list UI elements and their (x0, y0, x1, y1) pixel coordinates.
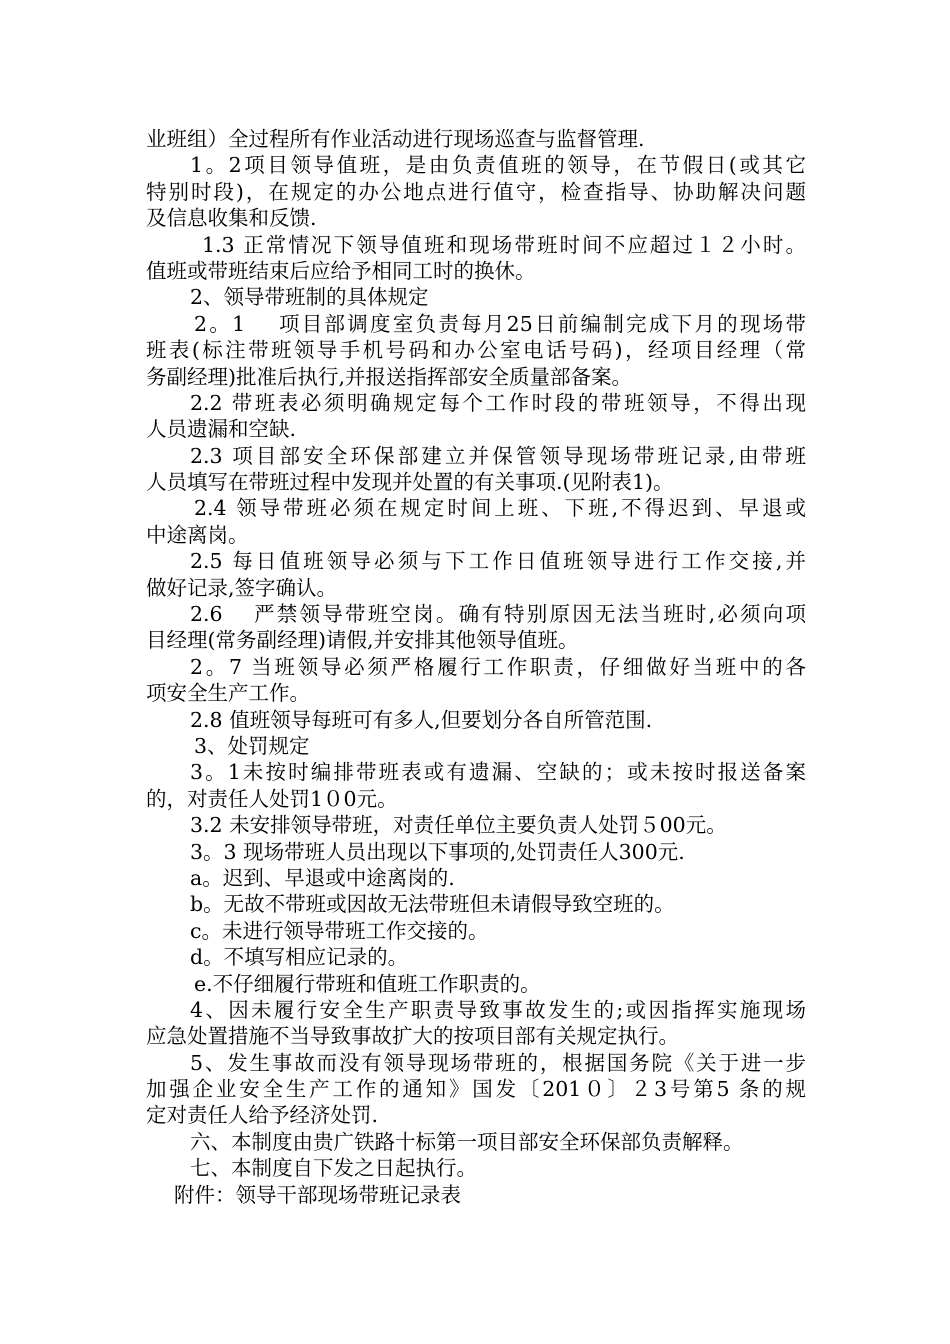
text-line: 2.6 严禁领导带班空岗。确有特别原因无法当班时,必须向项 (190, 602, 806, 627)
text-line: 2.5 每日值班领导必须与下工作日值班领导进行工作交接,并 (190, 549, 806, 574)
text-line: 1。2项目领导值班，是由负责值班的领导，在节假日(或其它 (190, 153, 806, 178)
text-line: 务副经理)批准后执行,并报送指挥部安全质量部备案。 (146, 364, 633, 389)
text-line: 七、本制度自下发之日起执行。 (190, 1156, 477, 1181)
text-line: 5、发生事故而没有领导现场带班的，根据国务院《关于进一步 (190, 1050, 806, 1075)
text-line: 目经理(常务副经理)请假,并安排其他领导值班。 (146, 628, 579, 653)
text-line: d。不填写相应记录的。 (190, 945, 409, 970)
text-line: 定对责任人给予经济处罚. (146, 1103, 379, 1128)
text-line: 及信息收集和反馈. (146, 206, 317, 231)
document-body (146, 126, 806, 1208)
text-line: 2.8 值班领导每班可有多人,但要划分各自所管范围. (190, 707, 653, 732)
text-line: 附件：领导干部现场带班记录表 (174, 1182, 461, 1207)
text-line: 值班或带班结束后应给予相同工时的换休。 (146, 258, 536, 283)
text-line: 2。1 项目部调度室负责每月25日前编制完成下月的现场带 (194, 311, 806, 336)
text-line: 做好记录,签字确认。 (146, 575, 338, 600)
text-line: 应急处置措施不当导致事故扩大的按项目部有关规定执行。 (146, 1024, 679, 1049)
text-line: 4、因未履行安全生产职责导致事故发生的;或因指挥实施现场 (190, 997, 806, 1022)
text-line: c。未进行领导带班工作交接的。 (190, 918, 489, 943)
text-line: 2.4 领导带班必须在规定时间上班、下班,不得迟到、早退或 (194, 496, 806, 521)
text-line: 业班组）全过程所有作业活动进行现场巡查与监督管理. (146, 127, 645, 151)
text-line: 六、本制度由贵广铁路十标第一项目部安全环保部负责解释。 (190, 1129, 744, 1154)
text-line: a。迟到、早退或中途离岗的. (190, 865, 455, 890)
text-line: 3、处罚规定 (194, 733, 310, 758)
text-line: 中途离岗。 (146, 522, 249, 547)
text-line: 加强企业安全生产工作的通知》国发〔201０〕２3号第5 条的规 (146, 1077, 806, 1102)
text-line: 2.2 带班表必须明确规定每个工作时段的带班领导，不得出现 (190, 390, 806, 415)
text-line: b。无故不带班或因故无法带班但未请假导致空班的。 (190, 892, 675, 917)
text-line: 班表(标注带班领导手机号码和办公室电话号码)，经项目经理（常 (146, 338, 806, 363)
text-line: 3。1未按时编排带班表或有遗漏、空缺的；或未按时报送备案 (190, 760, 806, 785)
text-line: 2、领导带班制的具体规定 (190, 285, 429, 310)
text-line: 人员填写在带班过程中发现并处置的有关事项.(见附表1)。 (146, 470, 674, 495)
text-line: 1.3 正常情况下领导值班和现场带班时间不应超过１２小时。 (202, 232, 806, 257)
text-line: 3.2 未安排领导带班，对责任单位主要负责人处罚５00元。 (190, 813, 727, 838)
text-line: e.不仔细履行带班和值班工作职责的。 (194, 971, 541, 996)
text-line: 人员遗漏和空缺. (146, 417, 297, 442)
text-line: 2。7 当班领导必须严格履行工作职责，仔细做好当班中的各 (190, 654, 806, 679)
text-line: 2.3 项目部安全环保部建立并保管领导现场带班记录,由带班 (190, 443, 806, 468)
text-line: 项安全生产工作。 (146, 681, 310, 706)
text-line: 的，对责任人处罚1０0元。 (146, 786, 398, 811)
text-line: 3。3 现场带班人员出现以下事项的,处罚责任人300元. (190, 839, 685, 864)
text-line: 特别时段)，在规定的办公地点进行值守，检查指导、协助解决问题 (146, 179, 806, 204)
